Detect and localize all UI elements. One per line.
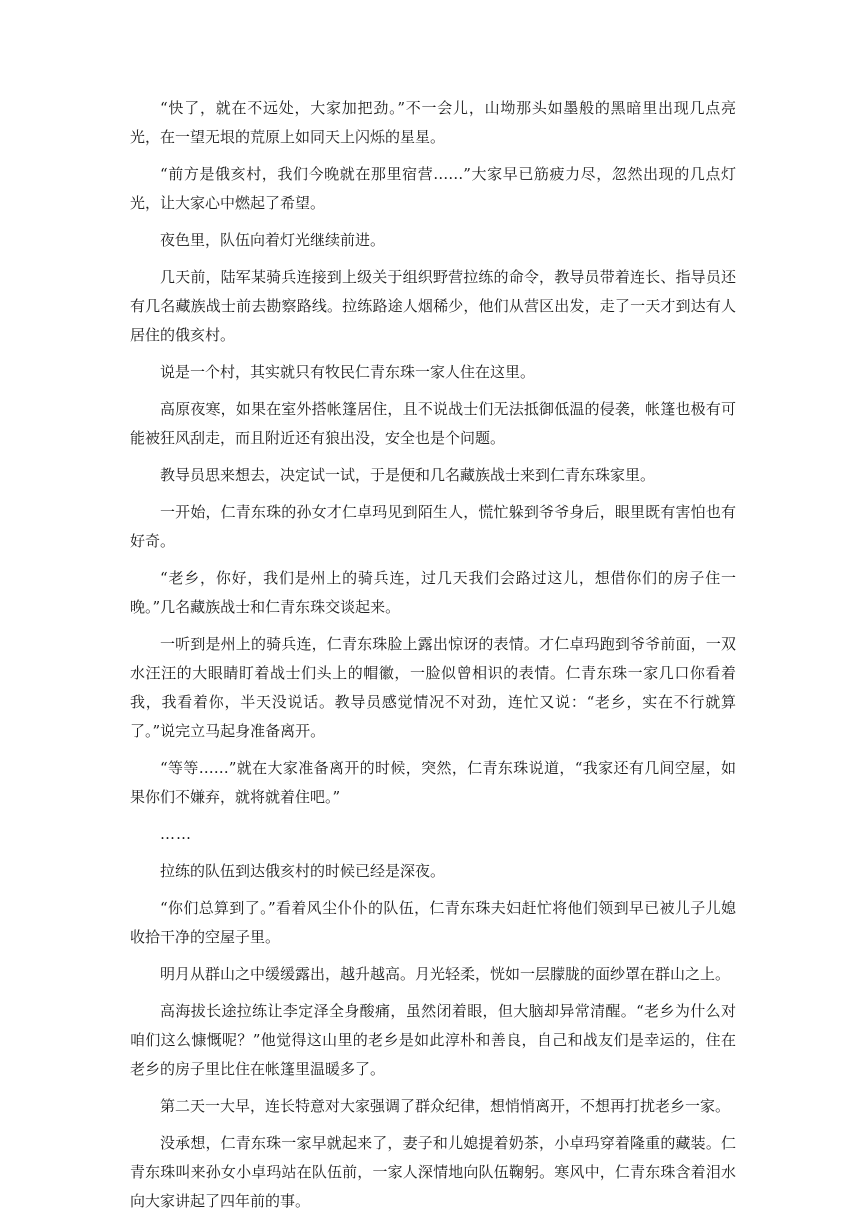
paragraph-10: 一听到是州上的骑兵连，仁青东珠脸上露出惊讶的表情。才仁卓玛跑到爷爷前面，一双水汪汪的大眼睛盯着战士们头上的帽徽，一脸似曾相识的表情。仁青东珠一家几口你看着我，我看着你，半天没说话。教导员感觉情况不对劲，连忙又说：“老乡，实在不行就算了。”说完立马起身准备离开。 bbox=[130, 635, 736, 740]
paragraph-9: “老乡，你好，我们是州上的骑兵连，过几天我们会路过这儿，想借你们的房子住一晚。”几名藏族战士和仁青东珠交谈起来。 bbox=[130, 569, 736, 616]
paragraph-4: 几天前，陆军某骑兵连接到上级关于组织野营拉练的命令，教导员带着连长、指导员还有几名藏族战士前去勘察路线。拉练路途人烟稀少，他们从营区出发，走了一天才到达有人居住的俄亥村。 bbox=[130, 268, 736, 344]
paragraph-12: 拉练的队伍到达俄亥村的时候已经是深夜。 bbox=[160, 862, 446, 880]
paragraph-1: “快了，就在不远处，大家加把劲。”不一会儿，山坳那头如墨般的黑暗里出现几点亮光，在一望无垠的荒原上如同天上闪烁的星星。 bbox=[130, 99, 736, 146]
paragraph-17: 没承想，仁青东珠一家早就起来了，妻子和儿媳提着奶茶，小卓玛穿着隆重的藏装。仁青东珠叫来孙女小卓玛站在队伍前，一家人深情地向队伍鞠躬。寒风中，仁青东珠含着泪水向大家讲起了四年前的事。 bbox=[130, 1134, 736, 1210]
paragraph-8: 一开始，仁青东珠的孙女才仁卓玛见到陌生人，慌忙躲到爷爷身后，眼里既有害怕也有好奇。 bbox=[130, 503, 736, 550]
paragraph-6: 高原夜寒，如果在室外搭帐篷居住，且不说战士们无法抵御低温的侵袭，帐篷也极有可能被狂风刮走，而且附近还有狼出没，安全也是个问题。 bbox=[130, 400, 736, 447]
paragraph-7: 教导员思来想去，决定试一试，于是便和几名藏族战士来到仁青东珠家里。 bbox=[160, 466, 656, 484]
paragraph-16: 第二天一大早，连长特意对大家强调了群众纪律，想悄悄离开，不想再打扰老乡一家。 bbox=[160, 1097, 731, 1115]
paragraph-15: 高海拔长途拉练让李定泽全身酸痛，虽然闭着眼，但大脑却异常清醒。“老乡为什么对咱们这么慷慨呢？”他觉得这山里的老乡是如此淳朴和善良，自己和战友们是幸运的，住在老乡的房子里比住在帐篷里温暖多了。 bbox=[130, 1002, 736, 1078]
paragraph-14: 明月从群山之中缓缓露出，越升越高。月光轻柔，恍如一层朦胧的面纱罩在群山之上。 bbox=[160, 965, 731, 983]
paragraph-13: “你们总算到了。”看着风尘仆仆的队伍，仁青东珠夫妇赶忙将他们领到早已被儿子儿媳收拾干净的空屋子里。 bbox=[130, 899, 736, 946]
section-ellipsis: …… bbox=[160, 825, 192, 843]
paragraph-11: “等等……”就在大家准备离开的时候，突然，仁青东珠说道，“我家还有几间空屋，如果你们不嫌弃，就将就着住吧。” bbox=[130, 759, 736, 806]
paragraph-3: 夜色里，队伍向着灯光继续前进。 bbox=[160, 231, 386, 249]
document-page bbox=[130, 94, 736, 1224]
paragraph-2: “前方是俄亥村，我们今晚就在那里宿营……”大家早已筋疲力尽，忽然出现的几点灯光，让大家心中燃起了希望。 bbox=[130, 165, 736, 212]
paragraph-5: 说是一个村，其实就只有牧民仁青东珠一家人住在这里。 bbox=[160, 363, 536, 381]
